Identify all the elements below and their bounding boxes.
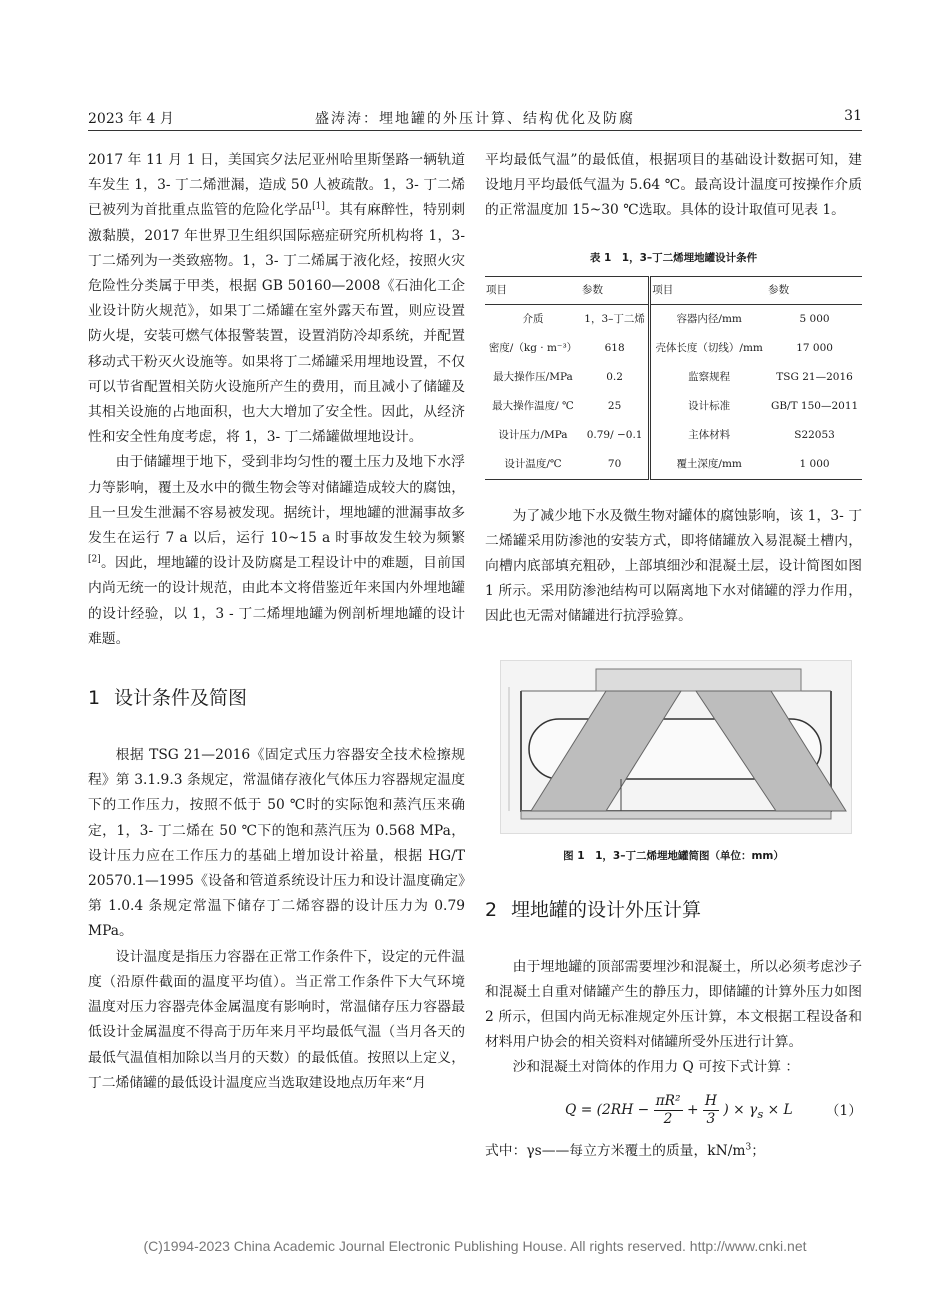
table-cell: 618 <box>581 334 650 363</box>
equation-body: Q = (2RH − $\frac{\text{πR²}}{2}$ + $\frac{H}{3}$ ) × $\gamma_s \times L$ <box>565 1092 793 1127</box>
running-header <box>88 104 862 131</box>
citation[interactable]: [2] <box>88 554 101 565</box>
header-cell: 参数 <box>767 276 862 304</box>
table-caption: 表 1 1，3–丁二烯埋地罐设计条件 <box>589 251 758 264</box>
design-conditions-table <box>485 276 862 480</box>
table-row <box>485 363 862 392</box>
header-cell: 参数 <box>581 276 650 304</box>
table-header-row <box>485 276 862 304</box>
table-cell: 设计压力/MPa <box>498 428 568 441</box>
table-cell: 设计温度/℃ <box>504 457 562 470</box>
buried-tank-diagram <box>501 661 851 833</box>
equation-1 <box>485 1085 862 1135</box>
table-row <box>485 304 862 334</box>
table-cell: 最大操作温度/ ℃ <box>492 399 574 412</box>
paragraph: 为了减少地下水及微生物对罐体的腐蚀影响，该 1，3- 丁二烯罐采用防渗池的安装方式，即将储罐放入易混凝土槽内，向槽内底部填充粗砂，上部填细沙和混凝土层，设计简图如图 1 所示。采用防渗池结构可以隔离地下水对储罐的浮力作用，因此也无需对储罐进行抗浮验算。 <box>485 507 862 625</box>
table-cell: GB/T 150—2011 <box>770 399 859 412</box>
paragraph: 根据 TSG 21—2016《固定式压力容器安全技术检擦规程》第 3.1.9.3 条规定，常温储存液化气体压力容器规定温度下的工作压力，按照不低于 50 ℃时的实际饱和蒸汽压来确定，1，3- 丁二烯在 50 ℃下的饱和蒸汽压为 0.568 MPa，设计压力应在工作压力的基础上增加设计裕量，根据 HG/T 20570.1—1995《设备和管道系统设计压力和设计温度确定》第 1.0.4 条规定常温下储存丁二烯容器的设计压力为 0.79 MPa。 <box>88 747 465 940</box>
table-cell: 覆土深度/mm <box>676 457 742 470</box>
table-row <box>485 450 862 480</box>
tank-drawing-figure <box>500 660 852 834</box>
paragraph: 设计温度是指压力容器在正常工作条件下，设定的元件温度（沿原件截面的温度平均值）。当正常工作条件下大气环境温度对压力容器壳体金属温度有影响时，常温储存压力容器最低设计金属温度不得高于历年来月平均最低气温（当月各天的最低气温值相加除以当月的天数）的最低值。按照以上定义，丁二烯储罐的最低设计温度应当选取建设地点历年来“月 <box>88 948 465 1091</box>
header-title: 盛涛涛：埋地罐的外压计算、结构优化及防腐 <box>315 111 635 127</box>
table-cell: S22053 <box>794 428 835 441</box>
equation-number: （1） <box>825 1102 862 1119</box>
table-cell: TSG 21—2016 <box>776 370 853 383</box>
section-heading-2: 2 埋地罐的设计外压计算 <box>485 898 702 921</box>
table-cell: 17 000 <box>796 341 833 354</box>
header-cell: 项目 <box>485 276 581 304</box>
table-cell: 1 000 <box>799 457 830 470</box>
table-cell: 设计标准 <box>688 399 731 412</box>
table-cell: 主体材料 <box>688 428 731 441</box>
section-heading-1: 1 设计条件及简图 <box>88 687 248 710</box>
table-cell: 介质 <box>522 312 544 325</box>
figure-caption: 图 1 1，3–丁二烯埋地罐简图（单位：mm） <box>563 849 784 862</box>
table-cell: 密度/（kg · m⁻³） <box>488 341 578 354</box>
paragraph: 式中：γs——每立方米覆土的质量，$kN/m^3$； <box>485 1142 765 1159</box>
paragraph: 由于埋地罐的顶部需要埋沙和混凝土，所以必须考虑沙子和混凝土自重对储罐产生的静压力，即储罐的计算外压力如图 2 所示，但国内尚无标准规定外压计算，本文根据工程设备和材料用户协会的相关资料对储罐所受外压进行计算。 <box>485 958 862 1051</box>
table-row <box>485 334 862 363</box>
table-cell: 容器内径/mm <box>676 312 742 325</box>
table-cell: 5 000 <box>799 312 830 325</box>
table-cell: 0.79/ −0.1 <box>581 421 650 450</box>
table-cell: 最大操作压/MPa <box>493 370 573 383</box>
table-row <box>485 392 862 421</box>
table-cell: 70 <box>581 450 650 480</box>
copyright-footer: (C)1994-2023 China Academic Journal Electronic Publishing House. All rights reserved. http://www.cnki.net <box>143 1238 807 1254</box>
fraction: $\frac{\text{πR²}}{2}$ <box>655 1092 681 1127</box>
header-cell: 项目 <box>650 276 767 304</box>
table-row <box>485 421 862 450</box>
paragraph: 由于储罐埋于地下，受到非均匀性的覆土压力及地下水浮力等影响，覆土及水中的微生物会等对储罐造成较大的腐蚀，且一旦发生泄漏不容易被发现。据统计，埋地罐的泄漏事故多发生在运行 7 a 以后，运行 10~15 a 时事故发生较为频繁[2]。因此，埋地罐的设计及防腐是工程设计中的难题，目前国内尚无统一的设计规范，由此本文将借鉴近年来国内外埋地罐的设计经验，以 1，3 - 丁二烯埋地罐为例剖析埋地罐的设计难题。 <box>88 454 465 647</box>
left-column <box>88 148 465 1096</box>
table-cell: 25 <box>581 392 650 421</box>
right-column <box>485 148 862 1164</box>
paragraph: 沙和混凝土对筒体的作用力 Q 可按下式计算 ： <box>512 1059 800 1076</box>
paragraph: 2017 年 11 月 1 日，美国宾夕法尼亚州哈里斯堡路一辆轨道车发生 1，3- 丁二烯泄漏，造成 50 人被疏散。1，3- 丁二烯已被列为首批重点监管的危险化学品[1]。其有麻醉性，特别刺激黏膜，2017 年世界卫生组织国际癌症研究所机构将 1，3- 丁二烯列为一类致癌物。1，3- 丁二烯属于液化烃，按照火灾危险性分类属于甲类，根据 GB 50160—2008《石油化工企业设计防火规范》，如果丁二烯罐在室外露天布置，则应设置防火堤，安装可燃气体报警装置，设置消防冷却系统，并配置移动式干粉灭火设施等。如果将丁二烯罐采用埋地设置，不仅可以节省配置相关防火设施所产生的费用，而且减小了储罐及其相关设施的占地面积，也大大增加了安全性。因此，从经济性和安全性角度考虑，将 1，3- 丁二烯罐做埋地设计。 <box>88 152 466 446</box>
citation[interactable]: [1] <box>312 201 325 212</box>
header-date: 2023 年 4 月 <box>88 111 174 127</box>
table-cell: 壳体长度（切线）/mm <box>655 341 763 354</box>
page-number: 31 <box>844 108 862 124</box>
fraction: $\frac{H}{3}$ <box>704 1092 717 1127</box>
table-cell: 1，3–丁二烯 <box>581 304 650 334</box>
table-cell: 监察规程 <box>688 370 731 383</box>
paragraph: 平均最低气温”的最低值，根据项目的基础设计数据可知，建设地月平均最低气温为 5.64 ℃。最高设计温度可按操作介质的正常温度加 15~30 ℃选取。具体的设计取值可见表 1。 <box>485 152 862 219</box>
table-cell: 0.2 <box>581 363 650 392</box>
